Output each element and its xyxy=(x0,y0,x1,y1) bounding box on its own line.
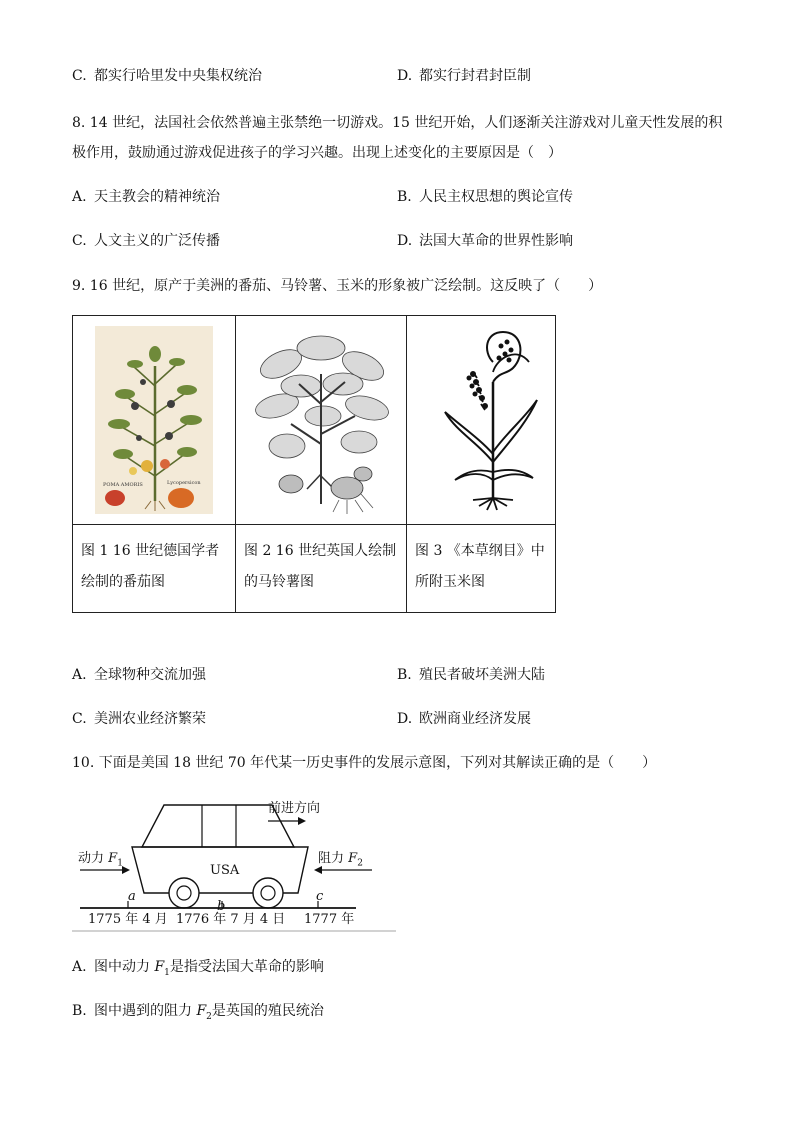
option-key: D. xyxy=(397,711,413,727)
force-f1-label: 动力 $F_1$ xyxy=(78,851,123,869)
figure-table xyxy=(72,315,556,613)
option-text: 美洲农业经济繁荣 xyxy=(94,711,206,727)
figure-1-caption: 图 1 16 世纪德国学者绘制的番茄图 xyxy=(81,543,220,590)
car-label: USA xyxy=(210,863,240,878)
forward-label: 前进方向 xyxy=(268,801,321,816)
option-key: C. xyxy=(72,711,87,727)
resistance-f2-label: 阻力 $F_2$ xyxy=(318,851,363,869)
option-key: A. xyxy=(72,189,87,205)
option-key: C. xyxy=(72,68,87,84)
figure-2-caption: 图 2 16 世纪英国人绘制的马铃薯图 xyxy=(244,543,397,590)
car-diagram xyxy=(72,795,402,935)
option-text: 欧洲商业经济发展 xyxy=(419,711,531,727)
figure-3-caption: 图 3 《本草纲目》中所附玉米图 xyxy=(415,543,545,590)
q9-option-d xyxy=(397,709,531,729)
q8-stem-line2: 极作用，鼓励通过游戏促进孩子的学习兴趣。出现上述变化的主要原因是（ ） xyxy=(72,145,562,161)
option-key: B. xyxy=(397,667,412,683)
q9-stem: 9. 16 世纪，原产于美洲的番茄、马铃薯、玉米的形象被广泛绘制。这反映了（ ） xyxy=(72,278,603,294)
point-a: a xyxy=(128,889,136,904)
q9-option-b xyxy=(397,665,545,685)
point-b: b xyxy=(217,899,226,914)
point-c: c xyxy=(316,889,324,904)
q8-stem-line1: 8. 14 世纪，法国社会依然普遍主张禁绝一切游戏。15 世纪开始，人们逐渐关注游戏对儿童天性发展的积 xyxy=(72,115,723,131)
option-text: 天主教会的精神统治 xyxy=(94,189,220,205)
option-key: A. xyxy=(72,667,87,683)
option-key: B. xyxy=(72,1003,87,1019)
date-1775: 1775 年 4 月 xyxy=(88,912,168,927)
q7-option-c xyxy=(72,66,262,86)
tomato-illustration xyxy=(95,326,213,514)
q10-option-b: B. 图中遇到的阻力 $F_2$是英国的殖民统治 xyxy=(72,1003,324,1022)
q10-stem: 10. 下面是美国 18 世纪 70 年代某一历史事件的发展示意图，下列对其解读正确的是（ ） xyxy=(72,755,657,771)
date-1777: 1777 年 xyxy=(304,912,355,927)
q9-option-c xyxy=(72,709,206,729)
option-key: A. xyxy=(72,959,87,975)
q8-option-b xyxy=(397,187,573,207)
option-key: D. xyxy=(397,233,413,249)
option-key: C. xyxy=(72,233,87,249)
option-key: B. xyxy=(397,189,412,205)
q9-option-a xyxy=(72,665,206,685)
option-text: 法国大革命的世界性影响 xyxy=(419,233,573,249)
inscription-2: Lycopersicon xyxy=(167,480,201,486)
option-text: 都实行哈里发中央集权统治 xyxy=(94,68,262,84)
option-key: D. xyxy=(397,68,413,84)
q7-option-d xyxy=(397,66,531,86)
q8-option-d xyxy=(397,231,573,251)
option-text: 都实行封君封臣制 xyxy=(419,68,531,84)
q8-option-c xyxy=(72,231,220,251)
potato-illustration xyxy=(251,324,393,516)
q8-option-a xyxy=(72,187,220,207)
inscription-1: POMA AMORIS xyxy=(103,482,143,488)
option-text: 人文主义的广泛传播 xyxy=(94,233,220,249)
corn-illustration xyxy=(427,322,553,518)
date-1776: 1776 年 7 月 4 日 xyxy=(176,912,286,927)
option-text: 人民主权思想的舆论宣传 xyxy=(419,189,573,205)
option-text: 全球物种交流加强 xyxy=(94,667,206,683)
q10-option-a: A. 图中动力 $F_1$是指受法国大革命的影响 xyxy=(72,959,324,978)
option-text: 殖民者破坏美洲大陆 xyxy=(419,667,545,683)
